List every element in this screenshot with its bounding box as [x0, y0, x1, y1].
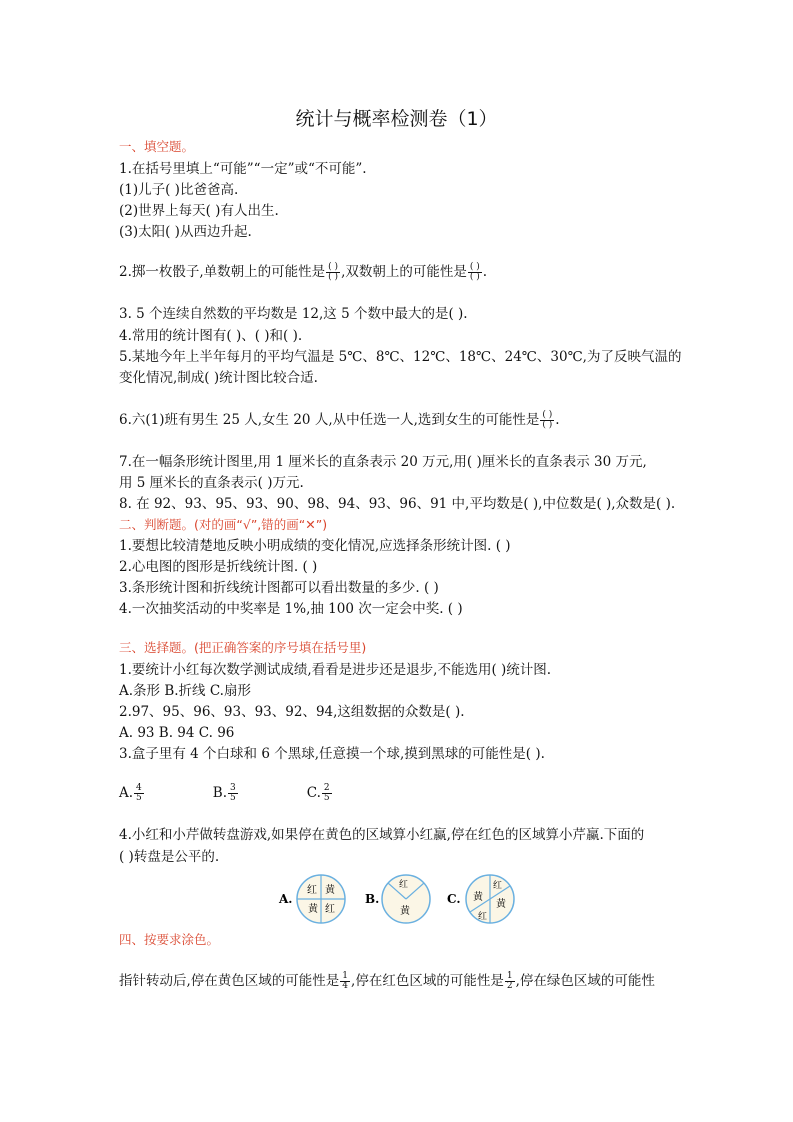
wheel-b-sector-1: 红 — [399, 880, 409, 890]
fraction-denominator: 4 — [342, 981, 349, 991]
fraction-denominator: 5 — [323, 793, 330, 803]
wheel-c-sector-1: 红 — [493, 881, 503, 891]
section-3-heading: 三、选择题。(把正确答案的序号填在括号里) — [119, 640, 367, 655]
option-c-label: C. — [306, 785, 321, 801]
section-1-heading: 一、填空题。 — [119, 139, 195, 154]
wheel-b — [382, 875, 430, 923]
question-1-1c: (3)太阳( )从西边升起. — [119, 224, 252, 240]
section-2-heading: 二、判断题。(对的画“√”,错的画“✕”) — [119, 517, 328, 532]
question-3-1-options: A.条形 B.折线 C.扇形 — [119, 683, 251, 699]
wheel-c-sector-4: 黄 — [496, 899, 506, 910]
question-1-7b: 用 5 厘米长的直条表示( )万元. — [119, 475, 304, 491]
wheel-a — [297, 875, 345, 923]
wheel-a-sector-2: 黄 — [325, 885, 335, 896]
question-1-6 — [119, 411, 560, 430]
question-3-4b: ( )转盘是公平的. — [119, 849, 220, 865]
fraction-denominator: 2 — [506, 981, 513, 991]
wheel-a-label: A. — [279, 892, 293, 906]
question-3-3: 3.盒子里有 4 个白球和 6 个黑球,任意摸一个球,摸到黑球的可能性是( ). — [119, 746, 545, 762]
question-1-8: 8. 在 92、93、95、93、90、98、94、93、96、91 中,平均数是( ),中位数是( ),众数是( ). — [119, 496, 676, 512]
wheel-c — [466, 875, 514, 923]
question-2-4: 4.一次抽奖活动的中奖率是 1%,抽 100 次一定会中奖. ( ) — [119, 601, 463, 617]
question-1-5b: 变化情况,制成( )统计图比较合适. — [119, 370, 318, 386]
fraction-numerator: ( ) — [469, 262, 480, 272]
question-2-2: 2.心电图的图形是折线统计图. ( ) — [119, 559, 318, 575]
wheel-c-label: C. — [447, 892, 461, 906]
question-1-4: 4.常用的统计图有( )、( )和( ). — [119, 328, 303, 344]
question-2-1: 1.要想比较清楚地反映小明成绩的变化情况,应选择条形统计图. ( ) — [119, 538, 511, 554]
q6-text-b: . — [555, 412, 560, 428]
q6-text-a: 6.六(1)班有男生 25 人,女生 20 人,从中任选一人,选到女生的可能性是 — [119, 412, 540, 428]
fraction-denominator: ( ) — [469, 272, 480, 282]
option-c-fraction — [322, 784, 332, 803]
q2-text-c: . — [482, 264, 488, 280]
option-b-fraction — [228, 784, 238, 803]
question-1-1a: (1)儿子( )比爸爸高. — [119, 182, 239, 198]
wheel-c-sector-3: 红 — [478, 912, 488, 922]
fraction-denominator: 5 — [230, 793, 236, 803]
yellow-probability-fraction — [340, 972, 350, 991]
wheel-b-sector-2: 黄 — [400, 906, 410, 917]
fraction-numerator: 1 — [506, 971, 513, 981]
fraction-denominator: ( ) — [328, 272, 339, 282]
question-1-1b: (2)世界上每天( )有人出生. — [119, 203, 279, 219]
spinner-wheels — [277, 870, 527, 928]
q4-text-a: 指针转动后,停在黄色区域的可能性是 — [119, 973, 340, 989]
question-1-2 — [119, 263, 487, 282]
option-a-label: A. — [119, 785, 134, 801]
question-2-3: 3.条形统计图和折线统计图都可以看出数量的多少. ( ) — [119, 580, 439, 596]
option-b-label: B. — [212, 785, 227, 801]
wheel-a-sector-3: 黄 — [308, 904, 318, 915]
q4-text-c: ,停在绿色区域的可能性 — [515, 973, 655, 989]
question-4-1 — [119, 972, 655, 991]
question-3-2-options: A. 93 B. 94 C. 96 — [119, 725, 235, 741]
question-3-4a: 4.小红和小芹做转盘游戏,如果停在黄色的区域算小红赢,停在红色的区域算小芹赢.下面的 — [119, 827, 645, 843]
q2-text-b: ,双数朝上的可能性是 — [341, 264, 467, 280]
red-probability-fraction — [505, 972, 515, 991]
fraction-numerator: 4 — [136, 783, 142, 793]
question-1-3: 3. 5 个连续自然数的平均数是 12,这 5 个数中最大的是( ). — [119, 306, 468, 322]
blank-fraction — [540, 411, 554, 430]
wheel-c-sector-2: 黄 — [473, 892, 483, 903]
fraction-numerator: 2 — [323, 783, 330, 793]
blank-fraction — [326, 263, 340, 282]
fraction-denominator: 5 — [136, 793, 142, 803]
question-3-1: 1.要统计小红每次数学测试成绩,看看是进步还是退步,不能选用( )统计图. — [119, 662, 552, 678]
fraction-numerator: ( ) — [328, 262, 339, 272]
question-3-2: 2.97、95、96、93、93、92、94,这组数据的众数是( ). — [119, 704, 465, 720]
wheel-b-label: B. — [365, 892, 380, 906]
page-title: 统计与概率检测卷（1） — [295, 108, 498, 130]
question-1-5a: 5.某地今年上半年每月的平均气温是 5℃、8℃、12℃、18℃、24℃、30℃,为了反映气温的 — [119, 349, 682, 365]
fraction-denominator: ( ) — [542, 420, 553, 430]
wheel-a-sector-4: 红 — [325, 904, 335, 915]
section-4-heading: 四、按要求涂色。 — [119, 932, 220, 947]
fraction-numerator: 1 — [342, 971, 349, 981]
fraction-numerator: 3 — [230, 783, 236, 793]
fraction-numerator: ( ) — [542, 410, 553, 420]
question-3-3-options — [119, 784, 333, 803]
q4-text-b: ,停在红色区域的可能性是 — [351, 973, 504, 989]
question-1-1: 1.在括号里填上“可能”“一定”或“不可能”. — [119, 161, 367, 177]
blank-fraction — [468, 263, 482, 282]
option-a-fraction — [134, 784, 144, 803]
wheel-a-sector-1: 红 — [307, 885, 317, 896]
q2-text-a: 2.掷一枚骰子,单数朝上的可能性是 — [119, 264, 326, 280]
question-1-7a: 7.在一幅条形统计图里,用 1 厘米长的直条表示 20 万元,用( )厘米长的直条表示 30 万元, — [119, 454, 647, 470]
